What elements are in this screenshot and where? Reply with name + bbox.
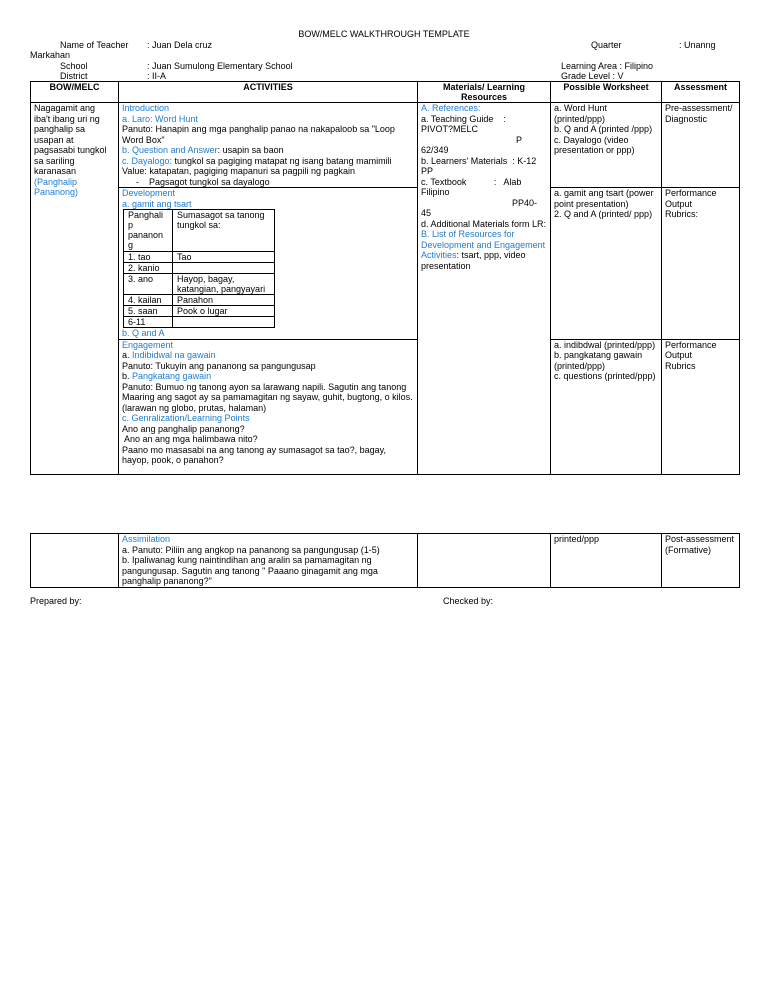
group-activity-line: [122, 371, 414, 382]
group-instruction: Panuto: Bumuo ng tanong ayon sa larawang napili. Sagutin ang tanong Maaring ang sagot ay sa pamamagitan ng sayaw, guhit, bugtong, o kilos.: [122, 381, 413, 402]
worksheet-item: c. Dayalogo (video presentation or ppp): [554, 134, 635, 155]
document-title: BOW/MELC WALKTHROUGH TEMPLATE: [298, 29, 470, 39]
grade-level: Grade Level : V: [561, 71, 624, 81]
group-examples: (larawan ng globo, prutas, halaman): [122, 402, 267, 413]
worksheet-item: a. gamit ang tsart (power point presentation): [554, 188, 654, 209]
word-hunt-instruction: Panuto: Hanapin ang mga panghalip panao na nakapaloob sa "Loop Word Box": [122, 124, 395, 145]
dayalogo-text: tungkol sa pagiging matapat ng isang batang mamimili: [172, 155, 392, 166]
column-header: Materials/ Learning Resources: [418, 82, 551, 103]
generalization-question: Ano an ang mga halimbawa nito?: [122, 434, 258, 444]
worksheet-item: b. Q and A (printed /ppp): [554, 124, 653, 134]
melc-text: sa sariling: [34, 155, 75, 166]
melc-cell: [31, 103, 119, 475]
group-activity-label: Pangkatang gawain: [132, 371, 212, 381]
worksheet-assim-cell: [551, 534, 662, 588]
pananong-cell: 4. kailan: [124, 295, 173, 306]
bullet-item: [122, 177, 414, 188]
bullet-text: Pagsagot tungkol sa dayalogo: [149, 176, 270, 187]
chart-activity-label: a. gamit ang tsart: [122, 198, 192, 209]
page-number: 62/349: [421, 145, 449, 155]
table-row: [31, 103, 740, 188]
worksheet-item: c. questions (printed/ppp): [554, 371, 656, 381]
value-text: Value: katapatan, pagiging mapanuri sa pagpili ng pagkain: [122, 166, 356, 176]
assimilation-cell: [119, 534, 418, 588]
additional-materials: d. Additional Materials form LR:: [421, 218, 547, 229]
pananong-cell: Hayop, bagay, katangian, pangyayari: [173, 274, 275, 295]
resources-list: [421, 229, 547, 271]
pananong-cell: 3. ano: [124, 274, 173, 295]
teacher-value: : Juan Dela cruz: [147, 40, 213, 50]
assessment-dev-cell: [662, 188, 740, 340]
assessment-text: Output: [665, 198, 693, 209]
pananong-row: [124, 274, 275, 295]
assessment-text: Performance: [665, 188, 717, 198]
markahan-label: Markahan: [30, 50, 71, 60]
engagement-heading: Engagement: [122, 339, 174, 350]
pivot-melc: PIVOT?MELC: [421, 124, 479, 134]
melc-topic: Pananong): [34, 187, 79, 197]
generalization-question: Paano mo masasabi na ang tanong ay sumasagot sa tao?, bagay, hayop, pook, o panahon?: [122, 444, 387, 465]
melc-text: karanasan: [34, 166, 77, 176]
pananong-row: [124, 252, 275, 263]
pananong-row: [124, 263, 275, 274]
column-header: BOW/MELC: [31, 82, 119, 103]
resources-list-label: B. List of Resources for Development and Engagement Activities: [421, 229, 546, 260]
melc-text: panghalip sa: [34, 124, 86, 134]
melc-text: iba't ibang uri ng: [34, 113, 100, 124]
question-answer-line: [122, 145, 414, 156]
assessment-eng-cell: [662, 339, 740, 474]
school-label: School: [60, 61, 88, 71]
assimilation-item: b. Ipaliwanag kung naintindihan ang aralin sa pamamagitan ng pangungusap. Sagutin ang tanong " Paaano ginagamit ang mga panghalip pananong?": [122, 555, 378, 586]
melc-text: pagsasabi tungkol: [34, 145, 107, 155]
individual-activity-label: Indibidwal na gawain: [132, 350, 216, 360]
group-prefix: b.: [122, 371, 133, 381]
dayalogo-line: [122, 156, 414, 167]
table-row: [31, 188, 740, 340]
assessment-text: Pre-assessment/ Diagnostic: [665, 103, 733, 124]
assimilation-item: a. Panuto: Piliin ang angkop na pananong sa pangungusap (1-5): [122, 544, 380, 555]
worksheet-item: a. Word Hunt (printed/ppp): [554, 103, 607, 124]
teacher-label: Name of Teacher: [60, 40, 129, 50]
melc-text: Nagagamit ang: [34, 103, 96, 113]
walkthrough-table: [30, 81, 740, 475]
learners-pp: PP: [421, 166, 434, 176]
learning-area: Learning Area : Filipino: [561, 61, 654, 71]
table-row: [31, 339, 740, 474]
pananong-row: [124, 317, 275, 328]
worksheet-eng-cell: [551, 339, 662, 474]
quarter-label: Quarter: [591, 40, 622, 50]
prepared-by-label: Prepared by:: [30, 596, 82, 606]
pananong-cell: [173, 263, 275, 274]
word-hunt-label: a. Laro: Word Hunt: [122, 113, 198, 124]
generalization-label: c. Genralization/Learning Points: [122, 413, 250, 423]
learners-materials: b. Learners' Materials : K-12: [421, 155, 537, 166]
table-row: [31, 534, 740, 588]
pananong-cell: Tao: [173, 252, 275, 263]
pananong-row: [124, 295, 275, 306]
individual-activity-line: [122, 350, 414, 361]
quarter-value: : Unanng: [679, 40, 716, 50]
empty-materials-cell: [418, 534, 551, 588]
worksheet-item: b. pangkatang gawain (printed/ppp): [554, 350, 643, 371]
district-label: District: [60, 71, 88, 81]
worksheet-item: 2. Q and A (printed/ ppp): [554, 209, 653, 219]
textbook-pages-end: 45: [421, 208, 432, 218]
pananong-cell: 6-11: [124, 317, 173, 328]
empty-melc-cell: [31, 534, 119, 588]
resources-list-text: : tsart, ppp, video presentation: [421, 250, 526, 271]
pananong-head-cell: Sumasagot sa tanong tungkol sa:: [173, 210, 275, 252]
textbook: c. Textbook : Alab: [421, 176, 522, 187]
references-heading: A. References:: [421, 103, 481, 113]
qa-label: b. Q and A: [122, 328, 165, 338]
pananong-cell: [173, 317, 275, 328]
engagement-cell: [119, 339, 418, 474]
pananong-cell: 2. kanio: [124, 263, 173, 274]
individual-instruction: Panuto: Tukuyin ang pananong sa pangungusap: [122, 360, 316, 371]
worksheet-dev-cell: [551, 188, 662, 340]
dayalogo-label: c. Dayalogo:: [122, 155, 173, 166]
textbook-pages: PP40-: [511, 197, 537, 208]
bullet-dash: -: [136, 176, 139, 187]
generalization-question: Ano ang panghalip pananong?: [122, 423, 245, 434]
assessment-intro-cell: [662, 103, 740, 188]
checked-by-label: Checked by:: [443, 596, 494, 606]
introduction-cell: [119, 103, 418, 188]
assessment-text: Post-assessment (Formative): [665, 534, 735, 555]
melc-text: usapan at: [34, 134, 74, 145]
worksheet-item: printed/ppp: [554, 534, 600, 544]
pananong-cell: 5. saan: [124, 306, 173, 317]
textbook-filipino: Filipino: [421, 187, 450, 197]
question-answer-text: : usapin sa baon: [217, 145, 284, 155]
district-value: : II-A: [147, 71, 167, 81]
individual-prefix: a.: [122, 350, 133, 360]
development-heading: Development: [122, 188, 176, 198]
column-header: Assessment: [662, 82, 740, 103]
assessment-text: Rubrics: [665, 360, 696, 371]
teaching-guide: a. Teaching Guide :: [421, 113, 506, 124]
introduction-heading: Introduction: [122, 103, 170, 113]
assessment-text: Output: [665, 350, 693, 360]
pananong-cell: Panahon: [173, 295, 275, 306]
question-answer-label: b. Question and Answer: [122, 145, 218, 155]
worksheet-item: a. indibdwal (printed/ppp): [554, 339, 656, 350]
pananong-cell: Pook o lugar: [173, 306, 275, 317]
pananong-cell: 1. tao: [124, 252, 173, 263]
pananong-table: [123, 209, 275, 328]
school-value: : Juan Sumulong Elementary School: [147, 61, 293, 71]
pananong-row: [124, 306, 275, 317]
pananong-head-cell: Panghali p pananon g: [124, 210, 173, 252]
table-header-row: [31, 82, 740, 103]
development-cell: [119, 188, 418, 340]
materials-cell: [418, 103, 551, 475]
assimilation-table: [30, 533, 740, 588]
page-p: P: [515, 134, 522, 145]
assimilation-heading: Assimilation: [122, 534, 171, 544]
melc-topic: (Panghalip: [34, 176, 78, 187]
assessment-text: Rubrics:: [665, 209, 699, 219]
pananong-head-row: [124, 210, 275, 252]
assessment-text: Performance: [665, 339, 717, 350]
column-header: ACTIVITIES: [119, 82, 418, 103]
worksheet-intro-cell: [551, 103, 662, 188]
assessment-assim-cell: [662, 534, 740, 588]
column-header: Possible Worksheet: [551, 82, 662, 103]
